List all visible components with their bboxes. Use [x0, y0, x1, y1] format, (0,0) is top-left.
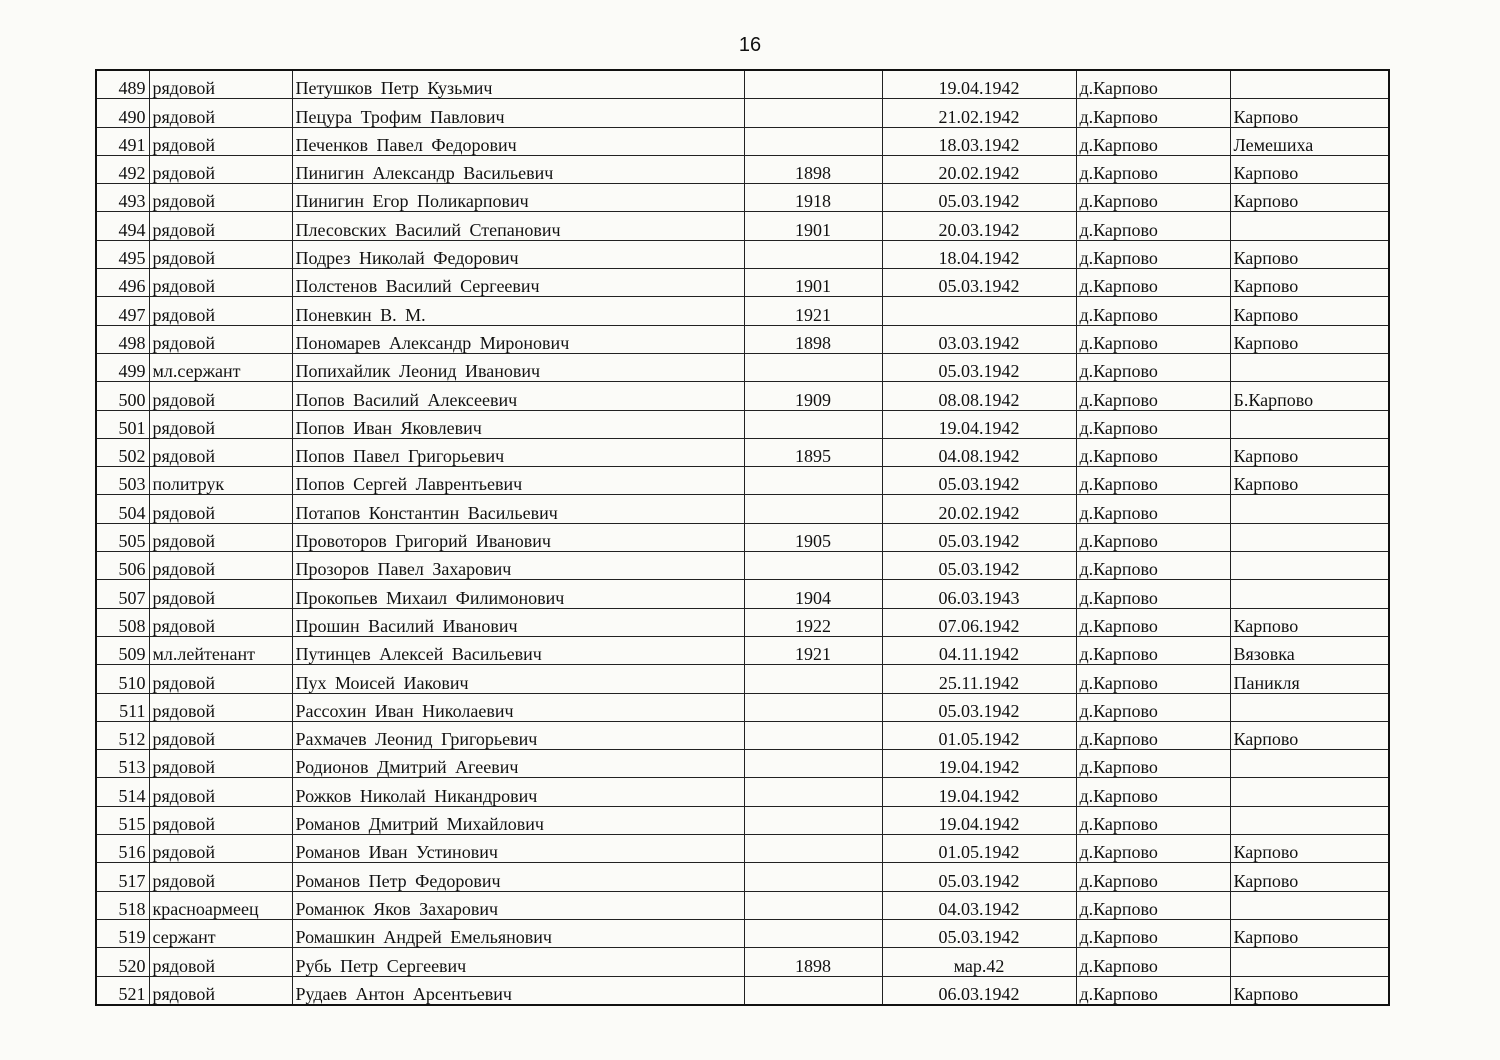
row-number: 513 [96, 750, 149, 778]
burial-place-cell: Карпово [1230, 835, 1389, 863]
burial-place-cell: Карпово [1230, 155, 1389, 183]
row-number: 504 [96, 495, 149, 523]
table-row [96, 297, 1389, 325]
death-date-cell: 07.06.1942 [882, 608, 1076, 636]
rank-cell: рядовой [149, 778, 292, 806]
birth-year-cell [744, 806, 882, 834]
burial-place-cell [1230, 806, 1389, 834]
birth-year-cell [744, 353, 882, 381]
rank-cell: рядовой [149, 410, 292, 438]
place-cell: д.Карпово [1076, 665, 1230, 693]
birth-year-cell [744, 778, 882, 806]
rank-cell: рядовой [149, 184, 292, 212]
birth-year-cell [744, 891, 882, 919]
birth-year-cell [744, 127, 882, 155]
burial-place-cell [1230, 948, 1389, 976]
table-row [96, 467, 1389, 495]
death-date-cell: 05.03.1942 [882, 552, 1076, 580]
death-date-cell: 05.03.1942 [882, 467, 1076, 495]
rank-cell: мл.лейтенант [149, 636, 292, 664]
place-cell: д.Карпово [1076, 580, 1230, 608]
rank-cell: рядовой [149, 835, 292, 863]
death-date-cell: 01.05.1942 [882, 835, 1076, 863]
burial-place-cell: Карпово [1230, 269, 1389, 297]
rank-cell: рядовой [149, 240, 292, 268]
table-row [96, 608, 1389, 636]
death-date-cell: 18.03.1942 [882, 127, 1076, 155]
place-cell: д.Карпово [1076, 325, 1230, 353]
burial-place-cell [1230, 410, 1389, 438]
name-cell: Попихайлик Леонид Иванович [292, 353, 744, 381]
birth-year-cell: 1921 [744, 297, 882, 325]
burial-place-cell [1230, 353, 1389, 381]
burial-place-cell: Карпово [1230, 240, 1389, 268]
place-cell: д.Карпово [1076, 155, 1230, 183]
name-cell: Полстенов Василий Сергеевич [292, 269, 744, 297]
burial-place-cell: Карпово [1230, 325, 1389, 353]
burial-place-cell [1230, 552, 1389, 580]
row-number: 518 [96, 891, 149, 919]
name-cell: Романов Иван Устинович [292, 835, 744, 863]
burial-place-cell: Б.Карпово [1230, 382, 1389, 410]
table-row [96, 976, 1389, 1005]
table-row [96, 721, 1389, 749]
row-number: 489 [96, 70, 149, 99]
table-row [96, 438, 1389, 466]
birth-year-cell [744, 721, 882, 749]
page-number: 16 [738, 34, 762, 56]
rank-cell: рядовой [149, 693, 292, 721]
register-rows [96, 70, 1389, 1005]
burial-place-cell: Карпово [1230, 184, 1389, 212]
birth-year-cell: 1921 [744, 636, 882, 664]
row-number: 509 [96, 636, 149, 664]
table-row [96, 891, 1389, 919]
death-date-cell: 05.03.1942 [882, 184, 1076, 212]
place-cell: д.Карпово [1076, 70, 1230, 99]
birth-year-cell [744, 99, 882, 127]
table-row [96, 325, 1389, 353]
table-row [96, 665, 1389, 693]
name-cell: Рожков Николай Никандрович [292, 778, 744, 806]
birth-year-cell [744, 693, 882, 721]
rank-cell: рядовой [149, 382, 292, 410]
birth-year-cell: 1922 [744, 608, 882, 636]
birth-year-cell [744, 665, 882, 693]
table-row [96, 948, 1389, 976]
place-cell: д.Карпово [1076, 353, 1230, 381]
burial-place-cell [1230, 495, 1389, 523]
name-cell: Потапов Константин Васильевич [292, 495, 744, 523]
name-cell: Рубь Петр Сергеевич [292, 948, 744, 976]
table-row [96, 835, 1389, 863]
row-number: 500 [96, 382, 149, 410]
rank-cell: рядовой [149, 269, 292, 297]
rank-cell: рядовой [149, 155, 292, 183]
name-cell: Попов Павел Григорьевич [292, 438, 744, 466]
birth-year-cell [744, 495, 882, 523]
rank-cell: сержант [149, 919, 292, 947]
birth-year-cell [744, 976, 882, 1005]
name-cell: Прокопьев Михаил Филимонович [292, 580, 744, 608]
rank-cell: рядовой [149, 127, 292, 155]
place-cell: д.Карпово [1076, 948, 1230, 976]
row-number: 511 [96, 693, 149, 721]
burial-place-cell [1230, 693, 1389, 721]
row-number: 521 [96, 976, 149, 1005]
rank-cell: рядовой [149, 580, 292, 608]
place-cell: д.Карпово [1076, 976, 1230, 1005]
rank-cell: рядовой [149, 297, 292, 325]
name-cell: Путинцев Алексей Васильевич [292, 636, 744, 664]
birth-year-cell [744, 70, 882, 99]
rank-cell: рядовой [149, 99, 292, 127]
table-row [96, 127, 1389, 155]
death-date-cell: 18.04.1942 [882, 240, 1076, 268]
name-cell: Пинигин Александр Васильевич [292, 155, 744, 183]
table-row [96, 155, 1389, 183]
rank-cell: рядовой [149, 212, 292, 240]
rank-cell: рядовой [149, 495, 292, 523]
row-number: 499 [96, 353, 149, 381]
death-date-cell: 04.03.1942 [882, 891, 1076, 919]
row-number: 517 [96, 863, 149, 891]
name-cell: Плесовских Василий Степанович [292, 212, 744, 240]
name-cell: Поневкин В. М. [292, 297, 744, 325]
place-cell: д.Карпово [1076, 919, 1230, 947]
table-row [96, 410, 1389, 438]
burial-place-cell [1230, 70, 1389, 99]
table-row [96, 863, 1389, 891]
row-number: 519 [96, 919, 149, 947]
table-row [96, 806, 1389, 834]
name-cell: Прозоров Павел Захарович [292, 552, 744, 580]
rank-cell: рядовой [149, 438, 292, 466]
table-row [96, 99, 1389, 127]
death-date-cell: 01.05.1942 [882, 721, 1076, 749]
death-date-cell: мар.42 [882, 948, 1076, 976]
row-number: 490 [96, 99, 149, 127]
birth-year-cell [744, 863, 882, 891]
place-cell: д.Карпово [1076, 608, 1230, 636]
name-cell: Пономарев Александр Миронович [292, 325, 744, 353]
burial-place-cell: Карпово [1230, 297, 1389, 325]
name-cell: Прошин Василий Иванович [292, 608, 744, 636]
death-date-cell: 19.04.1942 [882, 806, 1076, 834]
burial-place-cell [1230, 212, 1389, 240]
birth-year-cell: 1898 [744, 155, 882, 183]
burial-place-cell: Карпово [1230, 467, 1389, 495]
row-number: 502 [96, 438, 149, 466]
death-date-cell: 06.03.1942 [882, 976, 1076, 1005]
name-cell: Пецура Трофим Павлович [292, 99, 744, 127]
place-cell: д.Карпово [1076, 382, 1230, 410]
name-cell: Провоторов Григорий Иванович [292, 523, 744, 551]
birth-year-cell [744, 552, 882, 580]
place-cell: д.Карпово [1076, 523, 1230, 551]
row-number: 520 [96, 948, 149, 976]
birth-year-cell: 1901 [744, 269, 882, 297]
table-row [96, 269, 1389, 297]
death-date-cell: 05.03.1942 [882, 269, 1076, 297]
name-cell: Рахмачев Леонид Григорьевич [292, 721, 744, 749]
death-date-cell: 08.08.1942 [882, 382, 1076, 410]
name-cell: Пинигин Егор Поликарпович [292, 184, 744, 212]
place-cell: д.Карпово [1076, 891, 1230, 919]
row-number: 496 [96, 269, 149, 297]
table-row [96, 212, 1389, 240]
burial-place-cell: Карпово [1230, 976, 1389, 1005]
table-row [96, 523, 1389, 551]
place-cell: д.Карпово [1076, 552, 1230, 580]
burial-place-cell: Карпово [1230, 863, 1389, 891]
death-date-cell: 05.03.1942 [882, 693, 1076, 721]
burial-place-cell [1230, 580, 1389, 608]
place-cell: д.Карпово [1076, 410, 1230, 438]
place-cell: д.Карпово [1076, 99, 1230, 127]
name-cell: Печенков Павел Федорович [292, 127, 744, 155]
table-row [96, 184, 1389, 212]
birth-year-cell: 1901 [744, 212, 882, 240]
death-date-cell: 19.04.1942 [882, 410, 1076, 438]
birth-year-cell: 1909 [744, 382, 882, 410]
table-row [96, 919, 1389, 947]
table-row [96, 382, 1389, 410]
row-number: 495 [96, 240, 149, 268]
table-row [96, 693, 1389, 721]
birth-year-cell: 1898 [744, 948, 882, 976]
death-date-cell: 05.03.1942 [882, 863, 1076, 891]
row-number: 508 [96, 608, 149, 636]
death-date-cell: 20.02.1942 [882, 495, 1076, 523]
name-cell: Попов Василий Алексеевич [292, 382, 744, 410]
place-cell: д.Карпово [1076, 806, 1230, 834]
place-cell: д.Карпово [1076, 438, 1230, 466]
row-number: 515 [96, 806, 149, 834]
row-number: 498 [96, 325, 149, 353]
rank-cell: красноармеец [149, 891, 292, 919]
name-cell: Родионов Дмитрий Агеевич [292, 750, 744, 778]
death-date-cell: 05.03.1942 [882, 919, 1076, 947]
burial-place-cell [1230, 750, 1389, 778]
table-row [96, 636, 1389, 664]
rank-cell: мл.сержант [149, 353, 292, 381]
burial-place-cell: Вязовка [1230, 636, 1389, 664]
name-cell: Романов Дмитрий Михайлович [292, 806, 744, 834]
death-date-cell: 04.11.1942 [882, 636, 1076, 664]
name-cell: Романов Петр Федорович [292, 863, 744, 891]
table-row [96, 353, 1389, 381]
name-cell: Романюк Яков Захарович [292, 891, 744, 919]
name-cell: Рассохин Иван Николаевич [292, 693, 744, 721]
birth-year-cell: 1895 [744, 438, 882, 466]
table-row [96, 778, 1389, 806]
burial-place-cell: Карпово [1230, 721, 1389, 749]
row-number: 510 [96, 665, 149, 693]
burial-place-cell: Карпово [1230, 99, 1389, 127]
burial-place-cell [1230, 523, 1389, 551]
row-number: 503 [96, 467, 149, 495]
rank-cell: рядовой [149, 608, 292, 636]
row-number: 493 [96, 184, 149, 212]
name-cell: Попов Иван Яковлевич [292, 410, 744, 438]
name-cell: Подрез Николай Федорович [292, 240, 744, 268]
place-cell: д.Карпово [1076, 636, 1230, 664]
name-cell: Пух Моисей Иакович [292, 665, 744, 693]
death-date-cell: 06.03.1943 [882, 580, 1076, 608]
row-number: 516 [96, 835, 149, 863]
burial-place-cell: Паникля [1230, 665, 1389, 693]
table-row [96, 70, 1389, 99]
place-cell: д.Карпово [1076, 240, 1230, 268]
place-cell: д.Карпово [1076, 835, 1230, 863]
place-cell: д.Карпово [1076, 495, 1230, 523]
rank-cell: рядовой [149, 665, 292, 693]
death-date-cell: 04.08.1942 [882, 438, 1076, 466]
death-date-cell: 21.02.1942 [882, 99, 1076, 127]
death-date-cell: 19.04.1942 [882, 750, 1076, 778]
birth-year-cell: 1918 [744, 184, 882, 212]
rank-cell: рядовой [149, 523, 292, 551]
burial-place-cell [1230, 891, 1389, 919]
rank-cell: политрук [149, 467, 292, 495]
death-date-cell: 19.04.1942 [882, 778, 1076, 806]
burial-place-cell [1230, 778, 1389, 806]
rank-cell: рядовой [149, 325, 292, 353]
death-date-cell: 25.11.1942 [882, 665, 1076, 693]
birth-year-cell: 1904 [744, 580, 882, 608]
death-date-cell: 20.02.1942 [882, 155, 1076, 183]
birth-year-cell [744, 835, 882, 863]
name-cell: Рудаев Антон Арсентьевич [292, 976, 744, 1005]
place-cell: д.Карпово [1076, 467, 1230, 495]
row-number: 491 [96, 127, 149, 155]
birth-year-cell [744, 750, 882, 778]
table-row [96, 495, 1389, 523]
death-date-cell: 20.03.1942 [882, 212, 1076, 240]
birth-year-cell: 1898 [744, 325, 882, 353]
burial-place-cell: Карпово [1230, 438, 1389, 466]
rank-cell: рядовой [149, 70, 292, 99]
row-number: 512 [96, 721, 149, 749]
name-cell: Петушков Петр Кузьмич [292, 70, 744, 99]
death-date-cell: 03.03.1942 [882, 325, 1076, 353]
death-date-cell: 05.03.1942 [882, 353, 1076, 381]
rank-cell: рядовой [149, 721, 292, 749]
rank-cell: рядовой [149, 806, 292, 834]
table-row [96, 750, 1389, 778]
rank-cell: рядовой [149, 976, 292, 1005]
rank-cell: рядовой [149, 552, 292, 580]
birth-year-cell [744, 467, 882, 495]
table-row [96, 240, 1389, 268]
row-number: 501 [96, 410, 149, 438]
place-cell: д.Карпово [1076, 863, 1230, 891]
place-cell: д.Карпово [1076, 212, 1230, 240]
place-cell: д.Карпово [1076, 693, 1230, 721]
row-number: 505 [96, 523, 149, 551]
place-cell: д.Карпово [1076, 750, 1230, 778]
table-row [96, 580, 1389, 608]
row-number: 494 [96, 212, 149, 240]
birth-year-cell [744, 919, 882, 947]
row-number: 497 [96, 297, 149, 325]
place-cell: д.Карпово [1076, 127, 1230, 155]
birth-year-cell [744, 410, 882, 438]
place-cell: д.Карпово [1076, 778, 1230, 806]
rank-cell: рядовой [149, 863, 292, 891]
rank-cell: рядовой [149, 750, 292, 778]
death-date-cell: 05.03.1942 [882, 523, 1076, 551]
place-cell: д.Карпово [1076, 269, 1230, 297]
burial-place-cell: Карпово [1230, 608, 1389, 636]
burial-place-cell: Карпово [1230, 919, 1389, 947]
burial-register-table [95, 69, 1390, 1006]
name-cell: Попов Сергей Лаврентьевич [292, 467, 744, 495]
table-row [96, 552, 1389, 580]
place-cell: д.Карпово [1076, 184, 1230, 212]
birth-year-cell: 1905 [744, 523, 882, 551]
place-cell: д.Карпово [1076, 297, 1230, 325]
place-cell: д.Карпово [1076, 721, 1230, 749]
death-date-cell: 19.04.1942 [882, 70, 1076, 99]
birth-year-cell [744, 240, 882, 268]
death-date-cell [882, 297, 1076, 325]
row-number: 507 [96, 580, 149, 608]
rank-cell: рядовой [149, 948, 292, 976]
name-cell: Ромашкин Андрей Емельянович [292, 919, 744, 947]
row-number: 492 [96, 155, 149, 183]
row-number: 514 [96, 778, 149, 806]
row-number: 506 [96, 552, 149, 580]
burial-place-cell: Лемешиха [1230, 127, 1389, 155]
